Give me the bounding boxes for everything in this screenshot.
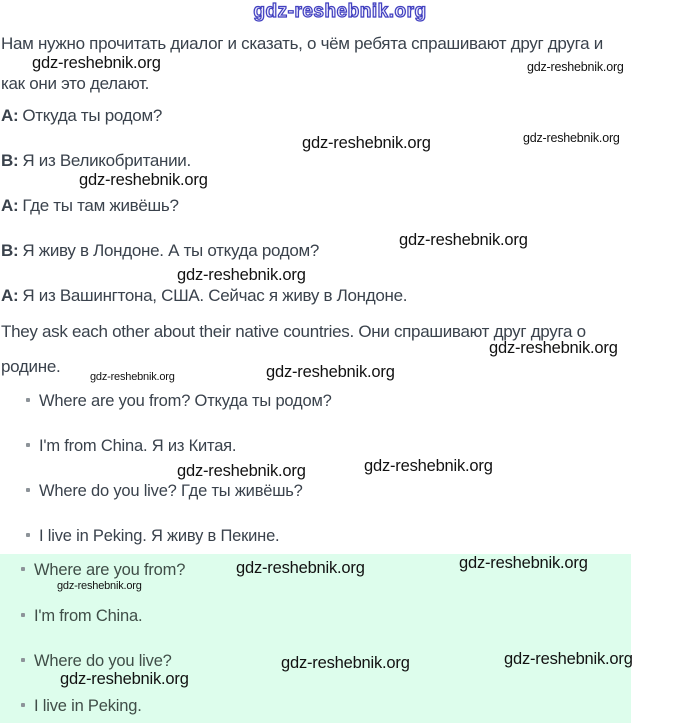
- watermark: gdz-reshebnik.org: [302, 134, 431, 152]
- speaker-label: A:: [1, 106, 19, 125]
- list-item-text: I live in Peking. Я живу в Пекине.: [39, 527, 280, 545]
- bullet-icon: [26, 443, 30, 447]
- answer-item-text: Where do you live?: [34, 652, 172, 670]
- bullet-icon: [21, 613, 25, 617]
- bullet-icon: [21, 567, 25, 571]
- list-item-text: Where are you from? Откуда ты родом?: [39, 392, 332, 410]
- list-item: [26, 392, 332, 411]
- speaker-label: A:: [1, 286, 19, 305]
- bullet-icon: [26, 488, 30, 492]
- watermark: gdz-reshebnik.org: [399, 231, 528, 249]
- answer-item: [21, 561, 185, 580]
- watermark: gdz-reshebnik.org: [459, 554, 588, 572]
- speaker-label: A:: [1, 196, 19, 215]
- list-item-text: Where do you live? Где ты живёшь?: [39, 482, 303, 500]
- speaker-label: B:: [1, 241, 19, 260]
- watermark: gdz-reshebnik.org: [266, 363, 395, 381]
- site-watermark-outline: gdz-reshebnik.org: [253, 1, 427, 22]
- watermark: gdz-reshebnik.org: [489, 339, 618, 357]
- bullet-icon: [26, 533, 30, 537]
- answer-item-text: I'm from China.: [34, 607, 143, 625]
- summary-line-1: They ask each other about their native countries. Они спрашивают друг друга о: [1, 322, 586, 341]
- dialogue-text: Я из Великобритании.: [22, 151, 191, 170]
- dialogue-line: [1, 106, 162, 126]
- answer-item: [21, 652, 172, 671]
- answer-item: [21, 607, 142, 626]
- bullet-icon: [21, 703, 25, 707]
- dialogue-text: Где ты там живёшь?: [22, 196, 179, 215]
- watermark: gdz-reshebnik.org: [177, 462, 306, 480]
- watermark: gdz-reshebnik.org: [504, 650, 633, 668]
- answer-item: [21, 697, 142, 716]
- bullet-icon: [21, 658, 25, 662]
- intro-line-1: Нам нужно прочитать диалог и сказать, о чём ребята спрашивают друг друга и: [1, 34, 603, 53]
- dialogue-line: [1, 196, 179, 216]
- list-item: [26, 527, 279, 546]
- dialogue-text: Я живу в Лондоне. А ты откуда родом?: [22, 241, 320, 260]
- summary-line-2: родине.: [1, 357, 61, 376]
- dialogue-line: [1, 286, 407, 306]
- watermark: gdz-reshebnik.org: [57, 580, 142, 592]
- bullet-icon: [26, 398, 30, 402]
- list-item-text: I'm from China. Я из Китая.: [39, 437, 237, 455]
- watermark: gdz-reshebnik.org: [60, 670, 189, 688]
- watermark: gdz-reshebnik.org: [236, 559, 365, 577]
- watermark: gdz-reshebnik.org: [177, 266, 306, 284]
- dialogue-text: Я из Вашингтона, США. Сейчас я живу в Лондоне.: [22, 286, 408, 305]
- watermark: gdz-reshebnik.org: [90, 371, 175, 383]
- list-item: [26, 482, 303, 501]
- intro-line-2: как они это делают.: [1, 74, 150, 93]
- watermark: gdz-reshebnik.org: [32, 54, 161, 72]
- answer-item-text: I live in Peking.: [34, 697, 142, 715]
- dialogue-text: Откуда ты родом?: [22, 106, 162, 125]
- answer-item-text: Where are you from?: [34, 561, 186, 579]
- watermark: gdz-reshebnik.org: [527, 60, 624, 74]
- dialogue-line: [1, 241, 319, 261]
- watermark: gdz-reshebnik.org: [523, 131, 620, 145]
- speaker-label: B:: [1, 151, 19, 170]
- list-item: [26, 437, 236, 456]
- dialogue-line: [1, 151, 191, 171]
- watermark: gdz-reshebnik.org: [364, 457, 493, 475]
- watermark: gdz-reshebnik.org: [281, 654, 410, 672]
- watermark: gdz-reshebnik.org: [79, 171, 208, 189]
